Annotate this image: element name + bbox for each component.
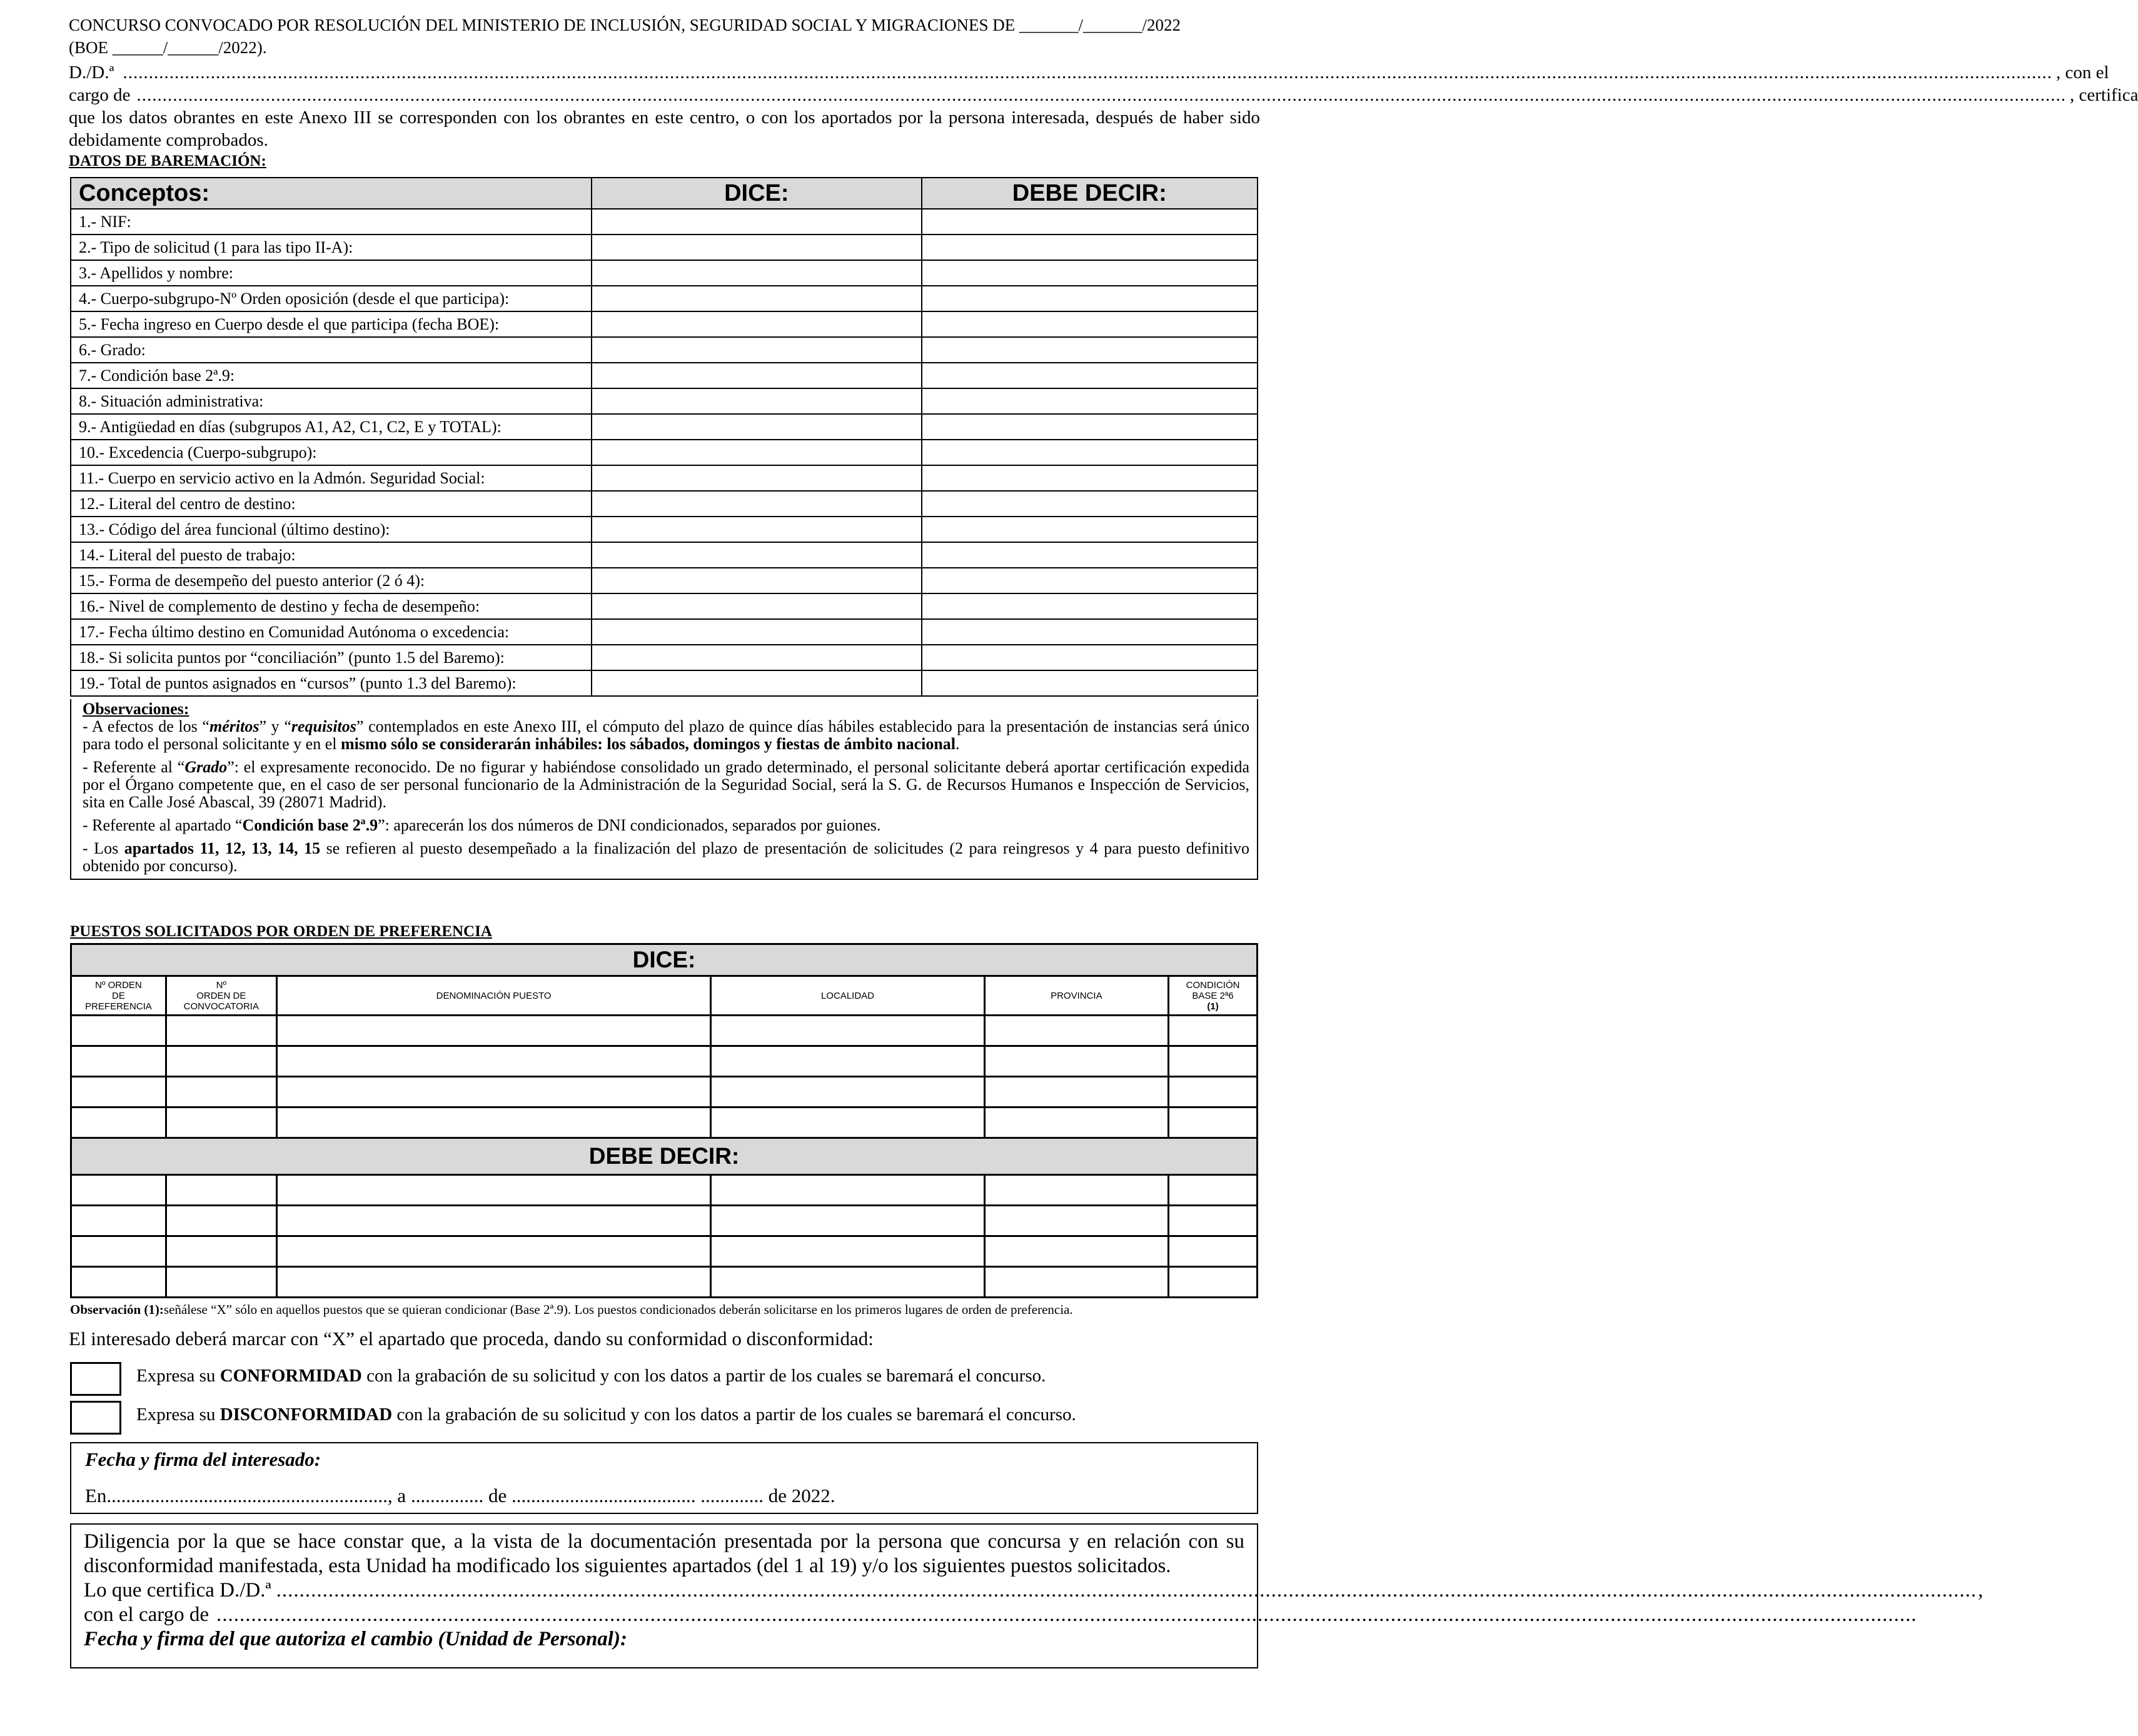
table-row <box>71 1046 1258 1077</box>
dice-cell[interactable] <box>276 1016 711 1046</box>
debe-decir-cell[interactable] <box>922 286 1258 311</box>
dice-cell[interactable] <box>71 1046 166 1077</box>
header-line-1: CONCURSO CONVOCADO POR RESOLUCIÓN DEL MINISTERIO DE INCLUSIÓN, SEGURIDAD SOCIAL Y MIGRACIONES DE _______/_______/2022 <box>69 16 1181 34</box>
dice-cell[interactable] <box>166 1077 276 1108</box>
firma-interesado-box <box>70 1442 1258 1514</box>
concepto-label: 15.- Forma de desempeño del puesto anterior (2 ó 4): <box>71 568 592 593</box>
dice-cell[interactable] <box>592 440 921 465</box>
dice-cell[interactable] <box>166 1016 276 1046</box>
diligencia-cargo-line <box>84 1603 1917 1627</box>
concepto-label: 7.- Condición base 2ª.9: <box>71 363 592 388</box>
table-row <box>71 619 1258 645</box>
table-row <box>71 491 1258 517</box>
dice-cell[interactable] <box>592 619 921 645</box>
debe-decir-cell[interactable] <box>984 1206 1169 1236</box>
table-row <box>71 286 1258 311</box>
concepto-label: 8.- Situación administrativa: <box>71 388 592 414</box>
dice-cell[interactable] <box>592 311 921 337</box>
note-label: Observación (1): <box>70 1302 164 1317</box>
diligencia-box <box>70 1523 1984 1668</box>
debe-decir-cell[interactable] <box>922 311 1258 337</box>
header-line-2: (BOE ______/______/2022). <box>69 38 267 57</box>
concepto-label: 16.- Nivel de complemento de destino y fecha de desempeño: <box>71 593 592 619</box>
obs-bold: mismo sólo se considerarán inhábiles: los sábados, domingos y fiestas de ámbito nacional <box>340 735 956 753</box>
table-row <box>71 645 1258 670</box>
concepto-label: 11.- Cuerpo en servicio activo en la Admón. Seguridad Social: <box>71 465 592 491</box>
observacion-meritos <box>83 718 1249 753</box>
table-row <box>71 1236 1258 1267</box>
disconformidad-label <box>136 1405 1076 1425</box>
baremacion-header-row <box>71 178 1258 209</box>
name-suffix: , con el <box>2055 63 2109 83</box>
debe-decir-cell[interactable] <box>922 619 1258 645</box>
diligencia-text: Diligencia por la que se hace constar que, a la vista de la documentación presentada por la persona que concursa y en relación con su disconformidad manifestada, esta Unidad ha modificado los siguientes apartados (del 1 al 19) y/o los siguientes puestos solicitados. <box>84 1530 1244 1577</box>
debe-decir-cell[interactable] <box>166 1206 276 1236</box>
debe-decir-cell[interactable] <box>71 1206 166 1236</box>
puestos-section-title: PUESTOS SOLICITADOS POR ORDEN DE PREFERENCIA <box>70 923 492 940</box>
dice-cell[interactable] <box>1169 1046 1258 1077</box>
cargo-suffix: , certifica <box>2070 85 2138 105</box>
debe-decir-cell[interactable] <box>166 1236 276 1267</box>
debe-decir-cell[interactable] <box>922 517 1258 542</box>
dice-cell[interactable] <box>592 388 921 414</box>
debe-decir-cell[interactable] <box>1169 1267 1258 1298</box>
firma-date-line[interactable]: En.........................................................., a ............... de ...................................... ............. de 2022. <box>85 1485 835 1506</box>
obs-text: - A efectos de los “ <box>83 717 209 735</box>
dice-cell[interactable] <box>592 286 921 311</box>
dice-cell[interactable] <box>984 1016 1169 1046</box>
obs-emphasis: Grado <box>184 758 228 776</box>
observacion-grado <box>83 759 1249 811</box>
concepto-label: 2.- Tipo de solicitud (1 para las tipo II-A): <box>71 235 592 260</box>
option-text: Expresa su <box>136 1405 220 1425</box>
col-denominacion: DENOMINACIÓN PUESTO <box>276 976 711 1016</box>
debe-decir-cell[interactable] <box>711 1206 984 1236</box>
table-row <box>71 260 1258 286</box>
table-row <box>71 235 1258 260</box>
debe-decir-cell[interactable] <box>922 337 1258 363</box>
col-header-text: CONDICIÓN <box>1186 979 1240 991</box>
debe-decir-band <box>71 1138 1258 1175</box>
concepto-label: 4.- Cuerpo-subgrupo-Nº Orden oposición (desde el que participa): <box>71 286 592 311</box>
puestos-observation-note <box>70 1302 1264 1318</box>
dice-cell[interactable] <box>711 1108 984 1138</box>
dice-cell[interactable] <box>711 1077 984 1108</box>
debe-decir-cell[interactable] <box>276 1236 711 1267</box>
name-fill-line[interactable]: ...................................................................................................................................................................................................................................................................................................................................................................................... <box>123 63 2052 83</box>
puestos-table <box>70 943 1258 1298</box>
col-orden-preferencia <box>71 976 166 1016</box>
certifica-prefix: Lo que certifica D./D.ª <box>84 1579 271 1602</box>
dice-cell[interactable] <box>166 1046 276 1077</box>
debe-decir-header: DEBE DECIR: <box>922 178 1258 209</box>
dice-cell[interactable] <box>71 1108 166 1138</box>
dice-cell[interactable] <box>984 1108 1169 1138</box>
dice-cell[interactable] <box>592 465 921 491</box>
concepto-label: 9.- Antigüedad en días (subgrupos A1, A2, C1, C2, E y TOTAL): <box>71 414 592 440</box>
observaciones-box <box>70 699 1258 880</box>
cargo-prefix: cargo de <box>69 85 131 105</box>
col-header-text: CONVOCATORIA <box>183 1001 259 1012</box>
dice-band <box>71 944 1258 976</box>
col-header-text: Nº <box>216 979 226 991</box>
debe-decir-cell[interactable] <box>984 1175 1169 1206</box>
debe-decir-cell[interactable] <box>922 260 1258 286</box>
certification-name-line <box>69 61 2109 84</box>
dice-cell[interactable] <box>592 568 921 593</box>
col-header-text: PREFERENCIA <box>85 1001 152 1012</box>
col-condicion <box>1169 976 1258 1016</box>
concepto-label: 19.- Total de puntos asignados en “cursos” (punto 1.3 del Baremo): <box>71 670 592 696</box>
dice-cell[interactable] <box>71 1077 166 1108</box>
dice-cell[interactable] <box>276 1046 711 1077</box>
debe-decir-cell[interactable] <box>711 1267 984 1298</box>
observacion-apartados <box>83 840 1249 875</box>
dice-cell[interactable] <box>711 1016 984 1046</box>
dice-cell[interactable] <box>276 1108 711 1138</box>
debe-decir-cell[interactable] <box>276 1175 711 1206</box>
obs-text: . <box>956 735 960 753</box>
dice-cell[interactable] <box>711 1046 984 1077</box>
dice-cell[interactable] <box>592 235 921 260</box>
observaciones-title: Observaciones: <box>83 700 189 718</box>
table-row <box>71 337 1258 363</box>
debe-decir-cell[interactable] <box>276 1206 711 1236</box>
col-header-text: DE <box>112 990 125 1001</box>
debe-decir-cell[interactable] <box>276 1267 711 1298</box>
option-text: con la grabación de su solicitud y con los datos a partir de los cuales se baremará el concurso. <box>392 1405 1076 1425</box>
certifica-suffix: , <box>1978 1579 1984 1602</box>
col-header-text: (1) <box>1207 1001 1219 1012</box>
concepto-label: 10.- Excedencia (Cuerpo-subgrupo): <box>71 440 592 465</box>
table-row <box>71 1267 1258 1298</box>
debe-decir-cell[interactable] <box>984 1236 1169 1267</box>
dice-cell[interactable] <box>592 363 921 388</box>
col-header-text: ORDEN DE <box>196 990 246 1001</box>
dice-cell[interactable] <box>1169 1108 1258 1138</box>
concepto-label: 1.- NIF: <box>71 209 592 235</box>
observacion-condicion <box>83 817 1249 834</box>
col-localidad: LOCALIDAD <box>711 976 984 1016</box>
table-row <box>71 1206 1258 1236</box>
col-orden-convocatoria <box>166 976 276 1016</box>
dice-cell[interactable] <box>592 209 921 235</box>
concepto-label: 6.- Grado: <box>71 337 592 363</box>
table-row <box>71 311 1258 337</box>
debe-decir-cell[interactable] <box>922 542 1258 568</box>
obs-text: se refieren al puesto desempeñado a la finalización del plazo de presentación de solicitudes (2 para reingresos y 4 para puesto definitivo obtenido por concurso). <box>83 839 1249 875</box>
obs-text: ” y “ <box>259 717 291 735</box>
option-text: Expresa su <box>136 1366 220 1386</box>
col-header-text: Nº ORDEN <box>95 979 142 991</box>
debe-decir-cell[interactable] <box>922 440 1258 465</box>
col-provincia: PROVINCIA <box>984 976 1169 1016</box>
debe-decir-cell[interactable] <box>71 1267 166 1298</box>
debe-decir-band-label: DEBE DECIR: <box>71 1138 1258 1175</box>
debe-decir-cell[interactable] <box>1169 1206 1258 1236</box>
certification-block <box>69 61 2138 173</box>
dice-header: DICE: <box>592 178 921 209</box>
table-row <box>71 542 1258 568</box>
debe-decir-cell[interactable] <box>984 1267 1169 1298</box>
table-row <box>71 465 1258 491</box>
table-row <box>71 363 1258 388</box>
debe-decir-cell[interactable] <box>922 568 1258 593</box>
debe-decir-cell[interactable] <box>71 1236 166 1267</box>
table-row <box>71 414 1258 440</box>
debe-decir-cell[interactable] <box>922 645 1258 670</box>
table-row <box>71 209 1258 235</box>
table-row <box>71 517 1258 542</box>
table-row <box>71 1016 1258 1046</box>
debe-decir-cell[interactable] <box>922 388 1258 414</box>
dice-cell[interactable] <box>592 491 921 517</box>
obs-text: ”: el expresamente reconocido. De no figurar y habiéndose consolidado un grado determinado, el personal solicitante deberá aportar certificación expedida por el Órgano competente que, en el caso de ser personal funcionario de la Administración de la Seguridad Social, será la S. G. de Recursos Humanos e Inspección de Servicios, sita en Calle José Abascal, 39 (28071 Madrid). <box>83 758 1249 811</box>
debe-decir-cell[interactable] <box>1169 1175 1258 1206</box>
col-header-text: BASE 2ª6 <box>1192 990 1234 1001</box>
conformidad-intro: El interesado deberá marcar con “X” el apartado que proceda, dando su conformidad o disconformidad: <box>69 1328 874 1350</box>
dice-cell[interactable] <box>592 517 921 542</box>
concepto-label: 18.- Si solicita puntos por “conciliación” (punto 1.5 del Baremo): <box>71 645 592 670</box>
disconformidad-checkbox[interactable] <box>70 1401 121 1435</box>
conceptos-header: Conceptos: <box>71 178 592 209</box>
debe-decir-cell[interactable] <box>922 593 1258 619</box>
dice-cell[interactable] <box>592 645 921 670</box>
obs-emphasis: méritos <box>209 717 260 735</box>
debe-decir-cell[interactable] <box>711 1236 984 1267</box>
dice-band-label: DICE: <box>71 944 1258 976</box>
obs-bold: Condición base 2ª.9 <box>242 816 378 834</box>
debe-decir-cell[interactable] <box>711 1175 984 1206</box>
diligencia-cargo-fill-line[interactable]: ...................................................................................................................................................................................................................................................................................................... <box>216 1603 1917 1626</box>
dice-cell[interactable] <box>592 414 921 440</box>
dice-cell[interactable] <box>592 542 921 568</box>
debe-decir-cell[interactable] <box>71 1175 166 1206</box>
option-keyword: DISCONFORMIDAD <box>219 1405 393 1425</box>
table-row <box>71 1108 1258 1138</box>
conformidad-label <box>136 1366 1046 1386</box>
table-row <box>71 593 1258 619</box>
concepto-label: 3.- Apellidos y nombre: <box>71 260 592 286</box>
debe-decir-cell[interactable] <box>922 363 1258 388</box>
obs-text: - Referente al apartado “ <box>83 816 243 834</box>
dice-cell[interactable] <box>592 593 921 619</box>
table-row <box>71 1077 1258 1108</box>
concepto-label: 12.- Literal del centro de destino: <box>71 491 592 517</box>
debe-decir-cell[interactable] <box>922 414 1258 440</box>
obs-text: ” contemplados en este Anexo III, el cómputo del plazo de quince días hábiles establecido para la presentación de instancias será único para todo el personal solicitante y en el <box>83 717 1250 753</box>
dice-cell[interactable] <box>592 260 921 286</box>
obs-text: - Referente al “ <box>83 758 185 776</box>
debe-decir-cell[interactable] <box>922 670 1258 696</box>
obs-emphasis: requisitos <box>291 717 356 735</box>
baremacion-table <box>70 177 1258 697</box>
debe-decir-cell[interactable] <box>166 1175 276 1206</box>
debe-decir-cell[interactable] <box>922 209 1258 235</box>
table-row <box>71 568 1258 593</box>
dice-cell[interactable] <box>276 1077 711 1108</box>
concepto-label: 13.- Código del área funcional (último destino): <box>71 517 592 542</box>
certification-cargo-line <box>69 84 2138 106</box>
dice-cell[interactable] <box>1169 1016 1258 1046</box>
dice-cell[interactable] <box>592 337 921 363</box>
table-row <box>71 440 1258 465</box>
debe-decir-cell[interactable] <box>922 465 1258 491</box>
baremacion-section-title: DATOS DE BAREMACIÓN: <box>69 153 266 169</box>
cargo-fill-line[interactable]: ...................................................................................................................................................................................................................................................................................................................................................................................... <box>136 85 2066 105</box>
dice-cell[interactable] <box>71 1016 166 1046</box>
table-row <box>71 670 1258 696</box>
debe-decir-cell[interactable] <box>1169 1236 1258 1267</box>
certification-body: que los datos obrantes en este Anexo III se corresponden con los obrantes en este centro, o con los aportados por la persona interesada, después de haber sido debidamente comprobados. <box>69 108 1260 150</box>
dice-cell[interactable] <box>592 670 921 696</box>
conformidad-checkbox[interactable] <box>70 1362 121 1396</box>
obs-bold: apartados 11, 12, 13, 14, 15 <box>124 839 321 857</box>
diligencia-cargo-prefix: con el cargo de <box>84 1603 209 1626</box>
diligencia-footer: Fecha y firma del que autoriza el cambio (Unidad de Personal): <box>84 1628 627 1650</box>
obs-text: - Los <box>83 839 124 857</box>
table-row <box>71 388 1258 414</box>
debe-decir-cell[interactable] <box>922 491 1258 517</box>
debe-decir-cell[interactable] <box>166 1267 276 1298</box>
note-text: señálese “X” sólo en aquellos puestos que se quieran condicionar (Base 2ª.9). Los puestos condicionados deberán solicitarse en los primeros lugares de orden de preferencia. <box>163 1302 1073 1317</box>
name-prefix: D./D.ª <box>69 63 114 83</box>
diligencia-certifica-line <box>84 1578 1984 1603</box>
convocatoria-header <box>69 14 1260 59</box>
concepto-label: 14.- Literal del puesto de trabajo: <box>71 542 592 568</box>
dice-cell[interactable] <box>166 1108 276 1138</box>
dice-cell[interactable] <box>984 1077 1169 1108</box>
option-keyword: CONFORMIDAD <box>219 1366 362 1386</box>
option-text: con la grabación de su solicitud y con los datos a partir de los cuales se baremará el concurso. <box>361 1366 1046 1386</box>
debe-decir-cell[interactable] <box>922 235 1258 260</box>
table-row <box>71 1175 1258 1206</box>
concepto-label: 5.- Fecha ingreso en Cuerpo desde el que participa (fecha BOE): <box>71 311 592 337</box>
firma-title: Fecha y firma del interesado: <box>85 1448 321 1470</box>
obs-text: ”: aparecerán los dos números de DNI condicionados, separados por guiones. <box>378 816 881 834</box>
concepto-label: 17.- Fecha último destino en Comunidad Autónoma o excedencia: <box>71 619 592 645</box>
dice-cell[interactable] <box>984 1046 1169 1077</box>
dice-cell[interactable] <box>1169 1077 1258 1108</box>
certifica-fill-line[interactable]: ...................................................................................................................................................................................................................................................................................................... <box>276 1579 1977 1602</box>
puestos-header-row <box>71 976 1258 1016</box>
